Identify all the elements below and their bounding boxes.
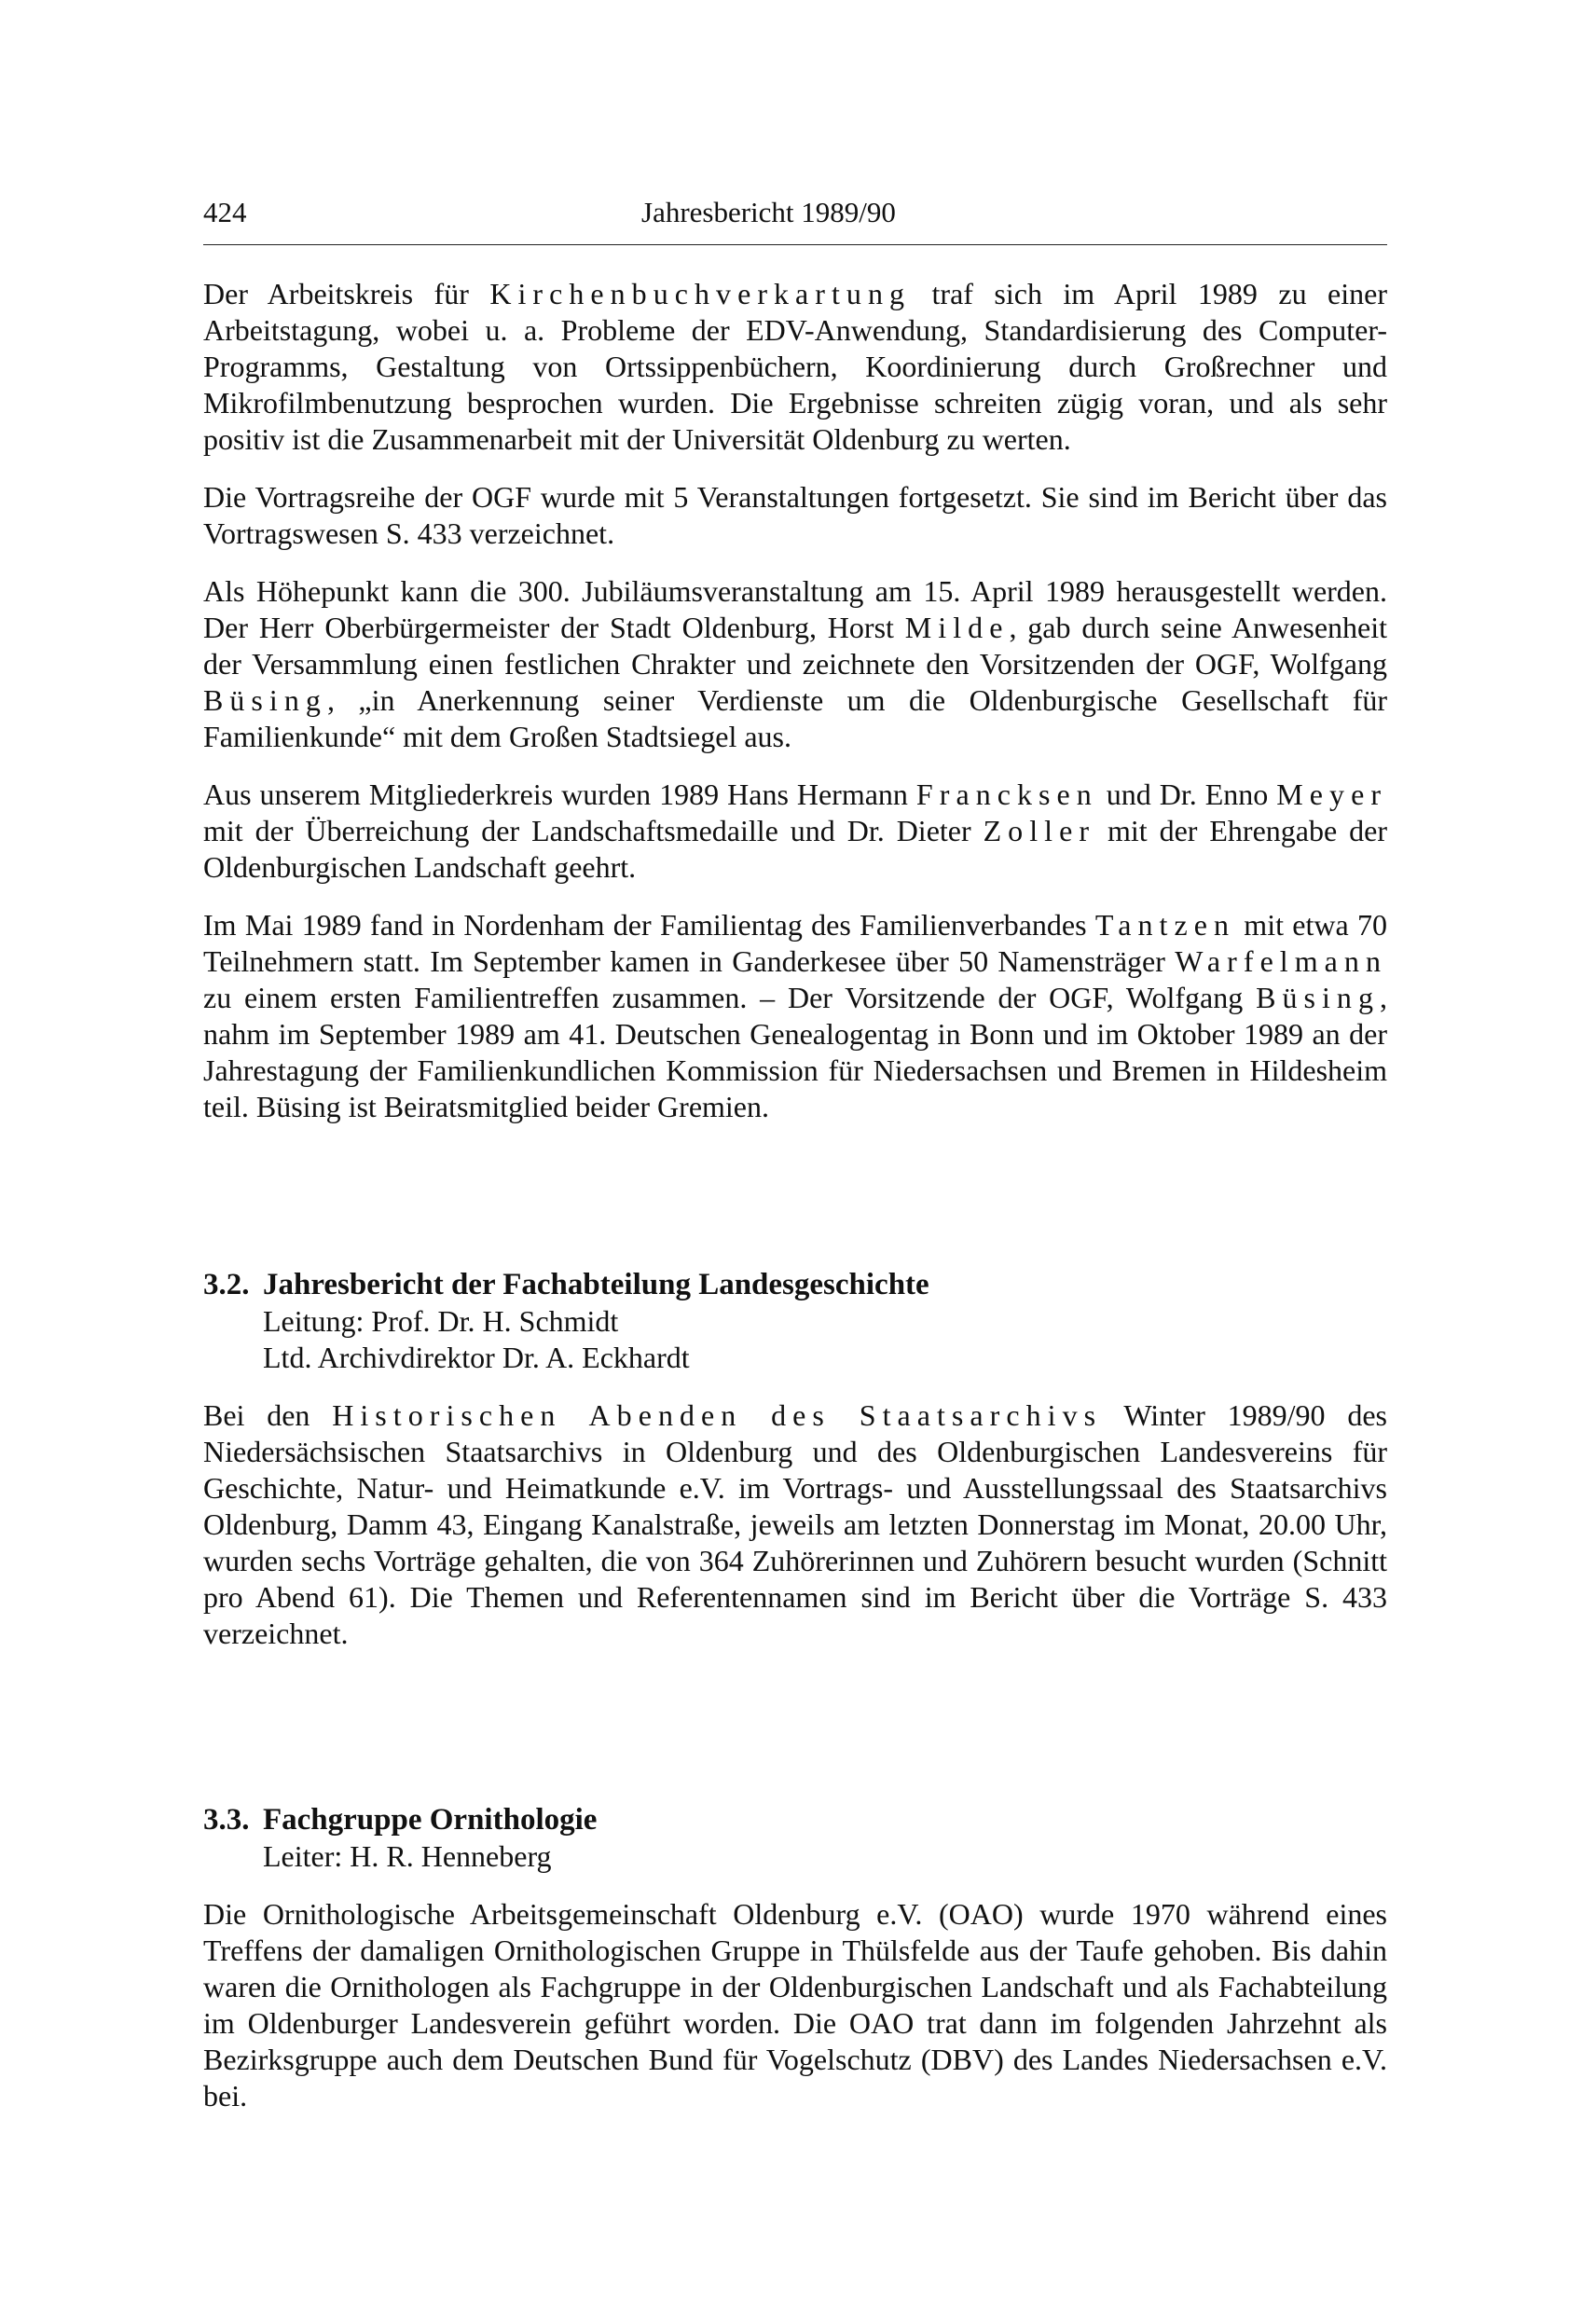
paragraph-familientag [203,907,1387,1125]
text-run: mit der Überreichung der Landschaftsmedaille und Dr. Dieter [203,814,984,847]
section-leitung: Leitung: Prof. Dr. H. Schmidt [263,1304,619,1338]
page-header [203,194,1387,239]
section-spacer [203,1673,1387,1801]
text-run: zu einem ersten Familientreffen zusammen. – Der Vorsitzende der OGF, Wolfgang [203,981,1257,1014]
header-rule [203,244,1387,245]
paragraph-vortragsreihe [203,479,1387,552]
text-run: Die Vortragsreihe der OGF wurde mit 5 Veranstaltungen fortgesetzt. Sie sind im Bericht über das Vortragswesen S. 433 verzeichnet. [203,480,1387,550]
section-heading-block [203,1801,1387,1875]
spaced-name: Francksen [915,778,1098,811]
spaced-name: Büsing [203,683,327,717]
section-leiter: Leiter: H. R. Henneberg [263,1839,552,1873]
running-title: Jahresbericht 1989/90 [641,196,896,228]
section-heading [203,1266,1387,1303]
paragraph-historische-abende [203,1397,1387,1652]
text-run: Die Ornithologische Arbeitsgemeinschaft Oldenburg e.V. (OAO) wurde 1970 während eines Treffens der damaligen Ornithologischen Gruppe in Thülsfelde aus der Taufe gehoben. Bis dahin waren die Ornithologen als Fachgruppe in der Oldenburgischen Landschaft und als Fachabteilung im Oldenburger Landesverein geführt worden. Die OAO trat dann im folgenden Jahrzehnt als Bezirksgruppe auch dem Deutschen Bund für Vogelschutz (DBV) des Landes Niedersachsen e.V. bei. [203,1897,1387,2112]
page-number: 424 [203,196,247,228]
text-run: Bei den [203,1398,333,1432]
paragraph-ornithologie [203,1896,1387,2114]
section-number: 3.2. [203,1268,250,1301]
spaced-name: Tantzen [1094,908,1235,942]
text-run: mit etwa 70 Teilnehmern statt. Im September kamen in Ganderkesee über 50 Namensträger [203,908,1387,978]
text-run: Der Arbeitskreis für [203,277,490,310]
spaced-term: Historischen Abenden des Staatsarchivs [332,1398,1103,1432]
text-run: Aus unserem Mitgliederkreis wurden 1989 Hans Hermann [203,778,916,811]
paragraph-kirchenbuchverkartung [203,276,1387,458]
text-run: , „in Anerkennung seiner Verdienste um die Oldenburgische Gesellschaft für Familienkunde“ mit dem Großen Stadtsiegel aus. [203,683,1387,753]
text-run: und Dr. Enno [1097,778,1277,811]
page-body [203,276,1387,2136]
spaced-term: Kirchenbuchverkartung [489,277,912,310]
text-run: , nahm im September 1989 am 41. Deutschen Genealogentag in Bonn und im Oktober 1989 an der Jahrestagung der Familienkundlichen Kommission für Niedersachsen und Bremen in Hildesheim teil. Büsing ist Beiratsmitglied beider Gremien. [203,981,1387,1123]
text-run: mit der Ehrengabe der Oldenburgischen Landschaft geehrt. [203,814,1388,884]
spaced-name: Milde [904,611,1010,644]
section-spacer [203,1147,1387,1266]
text-run: Als Höhepunkt kann die 300. Jubiläumsveranstaltung am 15. April 1989 herausgestellt werden. Der Herr Oberbürgermeister der Stadt Oldenburg, Horst [203,574,1387,644]
spaced-name: Zoller [983,814,1096,847]
spaced-name: Warfelmann [1175,944,1387,978]
spaced-name: Meyer [1276,778,1388,811]
section-leitung-2: Ltd. Archivdirektor Dr. A. Eckhardt [263,1341,690,1374]
section-number: 3.3. [203,1803,250,1837]
section-title: Jahresbericht der Fachabteilung Landesgeschichte [263,1268,929,1301]
paragraph-hoehepunkt [203,573,1387,755]
text-run: Winter 1989/90 des Niedersächsischen Staatsarchivs in Oldenburg und des Oldenburgischen Landesvereins für Geschichte, Natur- und Heimatkunde e.V. im Vortrags- und Ausstellungssaal des Staatsarchivs Oldenburg, Damm 43, Eingang Kanalstraße, jeweils am letzten Donnerstag im Monat, 20.00 Uhr, wurden sechs Vorträge gehalten, die von 364 Zuhörerinnen und Zuhörern besucht wurden (Schnitt pro Abend 61). Die Themen und Referentennamen sind im Bericht über die Vorträge S. 433 verzeichnet. [203,1398,1388,1650]
section-title: Fachgruppe Ornithologie [263,1803,598,1837]
text-run: Im Mai 1989 fand in Nordenham der Familientag des Familienverbandes [203,908,1095,942]
text-run: , gab durch seine Anwesenheit der Versammlung einen festlichen Chrakter und zeichnete den Vorsitzenden der OGF, Wolfgang [203,611,1388,681]
spaced-name: Büsing [1256,981,1380,1014]
text-run: traf sich im April 1989 zu einer Arbeitstagung, wobei u. a. Probleme der EDV-Anwendung, Standardisierung des Computer-Programms, Gestaltung von Ortssippenbüchern, Koordinierung durch Großrechner und Mikrofilmbenutzung besprochen wurden. Die Ergebnisse schreiten zügig voran, und als sehr positiv ist die Zusammenarbeit mit der Universität Oldenburg zu werten. [203,277,1387,456]
section-heading-block [203,1266,1387,1376]
paragraph-mitgliederkreis [203,777,1387,886]
section-heading [203,1801,1387,1838]
